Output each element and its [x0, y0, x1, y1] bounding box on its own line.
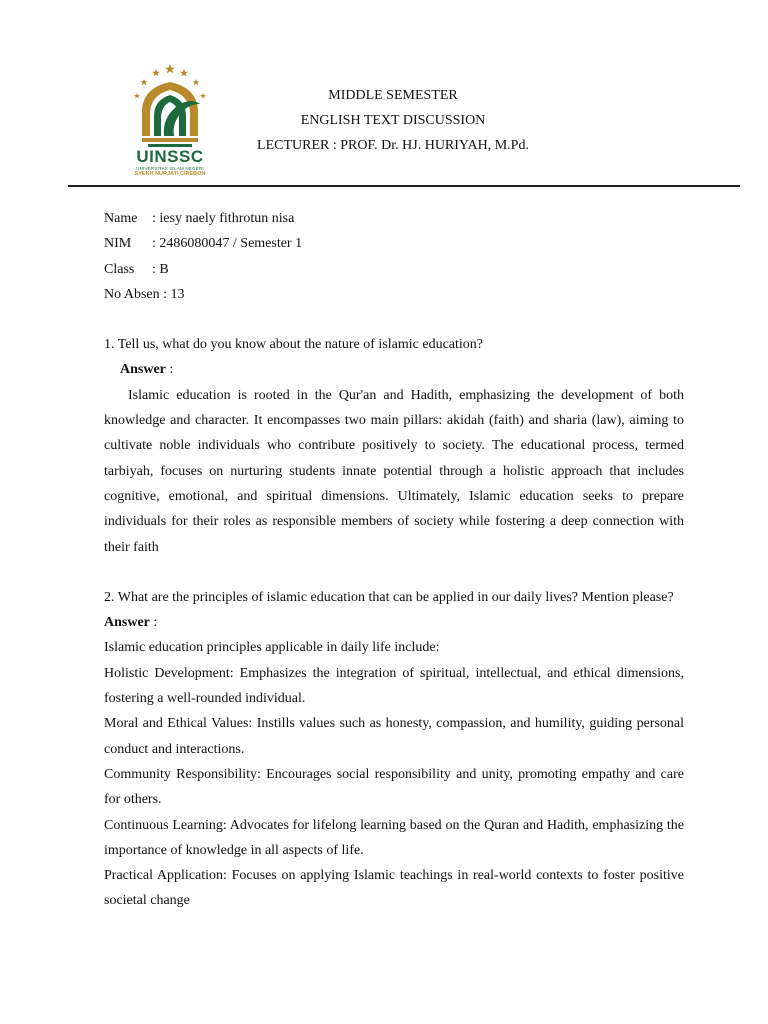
university-logo	[118, 62, 222, 180]
principle-item: Practical Application: Focuses on applying Islamic teachings in real-world contexts to foster positive societal change	[104, 868, 684, 909]
class-value: : B	[152, 261, 169, 277]
exam-title: MIDDLE SEMESTER	[328, 88, 458, 103]
lecturer-line: LECTURER : PROF. Dr. HJ. HURIYAH, M.Pd.	[257, 138, 529, 153]
absen-value: : 13	[159, 286, 185, 302]
absen-label: No Absen	[104, 286, 160, 302]
logo-subtitle: UNIVERSITAS ISLAM NEGERI	[136, 166, 204, 171]
student-class-row	[104, 257, 684, 282]
answer-1-label	[104, 357, 684, 382]
course-title: ENGLISH TEXT DISCUSSION	[300, 113, 486, 128]
class-label: Class	[104, 261, 135, 277]
answer-1-text: Islamic education is rooted in the Qur'an and Hadith, emphasizing the development of both knowledge and character. It encompasses two main pillars: akidah (faith) and sharia (law), aiming to cultivate noble individuals who contribute positively to society. The educational process, termed tarbiyah, focuses on nurturing students innate potential through a holistic approach that includes cognitive, emotional, and spiritual dimensions. Ultimately, Islamic education seeks to prepare individuals for their roles as responsible members of society while fostering a deep connection with their faith	[104, 387, 684, 555]
principle-item: Community Responsibility: Encourages social responsibility and unity, promoting empathy and care for others.	[104, 766, 684, 808]
name-label: Name	[104, 211, 138, 226]
answer-1-colon: :	[165, 362, 174, 378]
logo-campus: SYEKH NURJATI CIREBON	[134, 171, 206, 177]
answer-2-colon: :	[149, 615, 158, 631]
nim-label: NIM	[104, 236, 132, 252]
spacer	[104, 307, 684, 332]
student-nim-row	[104, 231, 684, 256]
answer-2-label	[104, 610, 684, 635]
nim-value: : 2486080047 / Semester 1	[152, 236, 303, 252]
answer-2-intro: Islamic education principles applicable in daily life include:	[104, 640, 440, 656]
document-body	[104, 206, 684, 914]
document-header	[230, 83, 556, 158]
answer-1-label-text: Answer	[120, 362, 166, 378]
answer-2-label-text: Answer	[104, 615, 150, 631]
principle-item: Continuous Learning: Advocates for lifelong learning based on the Quran and Hadith, emphasizing the importance of knowledge in all aspects of life.	[104, 817, 684, 858]
principle-item: Moral and Ethical Values: Instills values such as honesty, compassion, and humility, guiding personal conduct and interactions.	[104, 716, 684, 757]
header-divider	[68, 185, 740, 187]
question-2: 2. What are the principles of islamic education that can be applied in our daily lives? Mention please?	[104, 589, 674, 605]
principle-item: Holistic Development: Emphasizes the integration of spiritual, intellectual, and ethical dimensions, fostering a well-rounded individual.	[104, 665, 684, 707]
logo-name: UINSSC	[136, 147, 204, 166]
question-1: 1. Tell us, what do you know about the nature of islamic education?	[104, 337, 484, 353]
student-name-row	[104, 206, 684, 231]
name-value: : iesy naely fithrotun nisa	[152, 211, 295, 226]
student-absen-row	[104, 282, 684, 307]
spacer	[104, 560, 684, 585]
logo-emblem-icon	[118, 62, 222, 148]
